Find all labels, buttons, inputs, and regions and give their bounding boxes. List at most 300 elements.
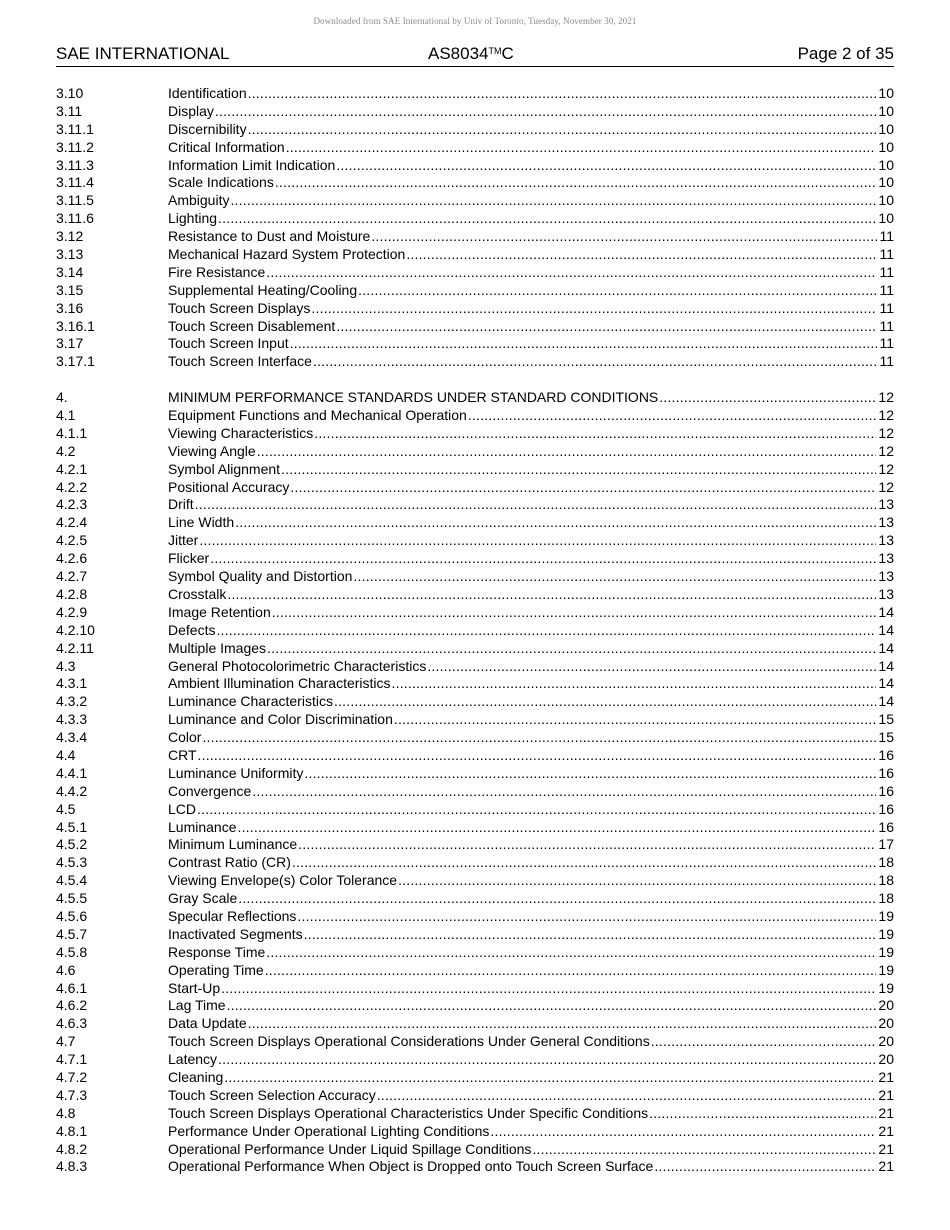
dot-leader xyxy=(227,586,876,604)
toc-section-title: Operating Time xyxy=(168,961,264,978)
dot-leader xyxy=(286,139,877,157)
toc-section-title: Ambiguity xyxy=(168,192,230,209)
toc-section-number: 4.2 xyxy=(56,442,76,459)
toc-entry[interactable] xyxy=(56,1069,894,1087)
dot-leader xyxy=(248,85,877,103)
toc-section-number: 4.5.7 xyxy=(56,925,88,942)
toc-page-number: 11 xyxy=(879,317,894,334)
toc-entry-line xyxy=(168,980,894,998)
toc-page-number: 13 xyxy=(878,496,894,513)
toc-page-number: 15 xyxy=(878,711,894,728)
toc-entry-line xyxy=(168,819,894,837)
toc-section-title: Specular Reflections xyxy=(168,907,297,924)
dot-leader xyxy=(649,1105,876,1123)
toc-section-title: Scale Indications xyxy=(168,174,274,191)
toc-section-title: Fire Resistance xyxy=(168,263,266,280)
toc-page-number: 14 xyxy=(878,693,894,710)
toc-entry-line xyxy=(168,103,894,121)
toc-entry[interactable] xyxy=(56,103,894,121)
toc-entry[interactable] xyxy=(56,1015,894,1033)
toc-entry[interactable] xyxy=(56,121,894,139)
toc-page-number: 20 xyxy=(878,997,894,1014)
toc-page-number: 11 xyxy=(879,228,894,245)
toc-section-title: Cleaning xyxy=(168,1068,224,1085)
toc-entry[interactable] xyxy=(56,640,894,658)
toc-entry[interactable] xyxy=(56,532,894,550)
toc-section-number: 4.3.1 xyxy=(56,675,88,692)
dot-leader xyxy=(275,174,877,192)
dot-leader xyxy=(218,1051,876,1069)
dot-leader xyxy=(266,264,877,282)
dot-leader xyxy=(406,246,877,264)
toc-entry[interactable] xyxy=(56,586,894,604)
dot-leader xyxy=(235,514,876,532)
toc-entry[interactable] xyxy=(56,622,894,640)
dot-leader xyxy=(358,282,877,300)
toc-page-number: 12 xyxy=(878,460,894,477)
dot-leader xyxy=(468,407,877,425)
dot-leader xyxy=(224,1069,876,1087)
toc-page-number: 11 xyxy=(879,246,894,263)
toc-entry[interactable] xyxy=(56,568,894,586)
toc-entry-line xyxy=(168,604,894,622)
toc-entry[interactable] xyxy=(56,264,894,282)
toc-page-number: 10 xyxy=(878,85,894,101)
toc-page-number: 21 xyxy=(878,1140,894,1157)
toc-section-title: Image Retention xyxy=(168,603,271,620)
toc-entry-line xyxy=(168,783,894,801)
toc-entry[interactable] xyxy=(56,192,894,210)
toc-entry-line xyxy=(168,174,894,192)
toc-entry[interactable] xyxy=(56,210,894,228)
toc-section-number: 4.2.2 xyxy=(56,478,88,495)
dot-leader xyxy=(377,1087,877,1105)
publisher-name: SAE INTERNATIONAL xyxy=(56,44,230,63)
toc-page-number: 12 xyxy=(878,478,894,495)
toc-entry-line xyxy=(168,85,894,103)
toc-section-number: 4.3.2 xyxy=(56,693,88,710)
toc-entry[interactable] xyxy=(56,139,894,157)
toc-entry-line xyxy=(168,443,894,461)
toc-page-number: 16 xyxy=(878,746,894,763)
toc-section-title: CRT xyxy=(168,746,197,763)
toc-section-number: 3.17 xyxy=(56,335,84,352)
toc-section-title: Luminance xyxy=(168,818,237,835)
toc-section-number: 3.16.1 xyxy=(56,317,95,334)
dot-leader xyxy=(218,210,876,228)
toc-page-number: 10 xyxy=(878,156,894,173)
dot-leader xyxy=(221,980,876,998)
toc-entry-line xyxy=(168,389,894,407)
toc-entry-line xyxy=(168,658,894,676)
toc-section-number: 4. xyxy=(56,389,68,406)
dot-leader xyxy=(281,461,876,479)
toc-entry[interactable] xyxy=(56,318,894,336)
toc-entry-line xyxy=(168,1051,894,1069)
toc-section-title: Luminance and Color Discrimination xyxy=(168,711,393,728)
dot-leader xyxy=(210,550,876,568)
dot-leader xyxy=(248,1015,877,1033)
toc-entry[interactable] xyxy=(56,1105,894,1123)
toc-entry-line xyxy=(168,228,894,246)
toc-section-number: 3.16 xyxy=(56,299,84,316)
toc-page-number: 21 xyxy=(878,1122,894,1139)
toc-section-title: Crosstalk xyxy=(168,585,227,602)
toc-section-number: 4.5.4 xyxy=(56,872,88,889)
toc-section-title: Touch Screen Displays Operational Characteristics Under Specific Conditions xyxy=(168,1104,649,1121)
toc-entry[interactable] xyxy=(56,1123,894,1141)
toc-entry[interactable] xyxy=(56,693,894,711)
dot-leader xyxy=(353,568,876,586)
toc-entry-line xyxy=(168,854,894,872)
toc-page-number: 16 xyxy=(878,818,894,835)
toc-entry[interactable] xyxy=(56,246,894,264)
toc-section-title: Touch Screen Interface xyxy=(168,353,312,370)
toc-entry-line xyxy=(168,550,894,568)
toc-section-number: 3.11.6 xyxy=(56,210,94,227)
toc-entry-line xyxy=(168,1033,894,1051)
toc-section-number: 3.15 xyxy=(56,281,84,298)
toc-entry[interactable] xyxy=(56,353,894,371)
toc-page-number: 11 xyxy=(879,335,894,352)
toc-entry[interactable] xyxy=(56,765,894,783)
toc-section-number: 3.11.5 xyxy=(56,192,94,209)
toc-entry-line xyxy=(168,926,894,944)
toc-entry[interactable] xyxy=(56,479,894,497)
table-of-contents xyxy=(56,85,894,1176)
toc-section-title: General Photocolorimetric Characteristics xyxy=(168,657,427,674)
dot-leader xyxy=(311,300,877,318)
toc-entry[interactable] xyxy=(56,85,894,103)
toc-entry-line xyxy=(168,1123,894,1141)
toc-section-number: 3.11.1 xyxy=(56,120,94,137)
dot-leader xyxy=(654,1158,876,1176)
dot-leader xyxy=(216,622,876,640)
toc-entry-line xyxy=(168,264,894,282)
toc-entry[interactable] xyxy=(56,658,894,676)
dot-leader xyxy=(197,801,876,819)
toc-entry-line xyxy=(168,711,894,729)
toc-entry[interactable] xyxy=(56,819,894,837)
toc-entry[interactable] xyxy=(56,747,894,765)
toc-section-title: Touch Screen Disablement xyxy=(168,317,336,334)
toc-section-number: 4.5.8 xyxy=(56,943,88,960)
toc-entry-line xyxy=(168,461,894,479)
toc-entry[interactable] xyxy=(56,443,894,461)
toc-entry[interactable] xyxy=(56,174,894,192)
dot-leader xyxy=(292,854,877,872)
toc-entry-line xyxy=(168,962,894,980)
toc-section-title: Equipment Functions and Mechanical Operation xyxy=(168,407,467,424)
toc-section-title: Symbol Quality and Distortion xyxy=(168,568,353,585)
dot-leader xyxy=(336,318,877,336)
toc-section-number: 4.8.2 xyxy=(56,1140,88,1157)
toc-section-title: Gray Scale xyxy=(168,890,238,907)
toc-section-number: 4.8.3 xyxy=(56,1158,88,1175)
toc-section-title: Positional Accuracy xyxy=(168,478,290,495)
toc-section-title: Drift xyxy=(168,496,194,513)
toc-page-number: 12 xyxy=(878,407,894,424)
dot-leader xyxy=(290,479,876,497)
toc-section-number: 4.5.5 xyxy=(56,890,88,907)
toc-entry[interactable] xyxy=(56,997,894,1015)
toc-page-number: 21 xyxy=(878,1158,894,1175)
toc-entry-line xyxy=(168,318,894,336)
dot-leader xyxy=(238,890,876,908)
toc-entry[interactable] xyxy=(56,604,894,622)
toc-section-title: Touch Screen Displays Operational Considerations Under General Conditions xyxy=(168,1033,650,1050)
toc-entry-line xyxy=(168,675,894,693)
dot-leader xyxy=(313,353,877,371)
toc-entry-line xyxy=(168,1141,894,1159)
toc-section-title: Defects xyxy=(168,621,216,638)
toc-entry[interactable] xyxy=(56,836,894,854)
toc-section-title: Lighting xyxy=(168,210,218,227)
toc-section-title: Touch Screen Selection Accuracy xyxy=(168,1086,376,1103)
toc-entry[interactable] xyxy=(56,980,894,998)
toc-page-number: 21 xyxy=(878,1086,894,1103)
toc-page-number: 19 xyxy=(878,979,894,996)
toc-section-title: Data Update xyxy=(168,1015,247,1032)
toc-section-title: MINIMUM PERFORMANCE STANDARDS UNDER STANDARD CONDITIONS xyxy=(168,389,659,406)
toc-entry[interactable] xyxy=(56,335,894,353)
toc-section-title: Flicker xyxy=(168,550,210,567)
toc-section-number: 4.5.1 xyxy=(56,818,88,835)
toc-entry-line xyxy=(168,246,894,264)
document-revision: C xyxy=(501,44,514,63)
toc-entry[interactable] xyxy=(56,282,894,300)
toc-page-number: 10 xyxy=(878,174,894,191)
toc-section-title: Inactivated Segments xyxy=(168,925,303,942)
toc-page-number: 13 xyxy=(878,532,894,549)
dot-leader xyxy=(304,926,877,944)
toc-entry[interactable] xyxy=(56,407,894,425)
toc-page-number: 20 xyxy=(878,1015,894,1032)
toc-section-title: Discernibility xyxy=(168,120,247,137)
toc-entry-line xyxy=(168,1069,894,1087)
toc-entry[interactable] xyxy=(56,461,894,479)
toc-page-number: 19 xyxy=(878,961,894,978)
toc-entry-line xyxy=(168,407,894,425)
toc-section-title: Symbol Alignment xyxy=(168,460,281,477)
toc-section-number: 4.7.2 xyxy=(56,1068,88,1085)
toc-entry[interactable] xyxy=(56,550,894,568)
toc-section-number: 3.12 xyxy=(56,228,84,245)
dot-leader xyxy=(230,192,876,210)
toc-entry[interactable] xyxy=(56,157,894,175)
toc-entry[interactable] xyxy=(56,711,894,729)
toc-entry-line xyxy=(168,1015,894,1033)
toc-section-number: 4.2.1 xyxy=(56,460,88,477)
toc-entry[interactable] xyxy=(56,783,894,801)
dot-leader xyxy=(392,675,877,693)
toc-entry[interactable] xyxy=(56,496,894,514)
toc-entry-line xyxy=(168,729,894,747)
toc-section-number: 3.11.4 xyxy=(56,174,94,191)
toc-entry[interactable] xyxy=(56,890,894,908)
toc-page-number: 14 xyxy=(878,639,894,656)
toc-entry[interactable] xyxy=(56,1158,894,1176)
toc-entry[interactable] xyxy=(56,872,894,890)
toc-entry-line xyxy=(168,157,894,175)
toc-page-number: 11 xyxy=(879,281,894,298)
dot-leader xyxy=(195,496,877,514)
toc-section-number: 3.11.2 xyxy=(56,138,94,155)
toc-entry-line xyxy=(168,335,894,353)
toc-section-number: 4.7 xyxy=(56,1033,76,1050)
toc-entry-line xyxy=(168,640,894,658)
dot-leader xyxy=(227,997,877,1015)
dot-leader xyxy=(336,157,876,175)
toc-section-title: Identification xyxy=(168,85,247,101)
dot-leader xyxy=(215,103,877,121)
toc-section-number: 4.5.3 xyxy=(56,854,88,871)
dot-leader xyxy=(394,711,877,729)
toc-section-number: 4.8 xyxy=(56,1104,76,1121)
toc-page-number: 13 xyxy=(878,585,894,602)
toc-section-title: Resistance to Dust and Moisture xyxy=(168,228,371,245)
toc-entry[interactable] xyxy=(56,389,894,407)
toc-entry-line xyxy=(168,1087,894,1105)
dot-leader xyxy=(265,962,877,980)
toc-page-number: 11 xyxy=(879,299,894,316)
toc-section-number: 3.11.3 xyxy=(56,156,94,173)
toc-entry-line xyxy=(168,836,894,854)
toc-entry-line xyxy=(168,210,894,228)
dot-leader xyxy=(199,532,876,550)
toc-entry-line xyxy=(168,121,894,139)
toc-page-number: 18 xyxy=(878,872,894,889)
toc-page-number: 16 xyxy=(878,800,894,817)
dot-leader xyxy=(238,819,877,837)
toc-page-number: 20 xyxy=(878,1033,894,1050)
toc-section-number: 4.6 xyxy=(56,961,76,978)
toc-entry-line xyxy=(168,300,894,318)
toc-section-title: Convergence xyxy=(168,782,252,799)
toc-page-number: 10 xyxy=(878,138,894,155)
toc-section-number: 4.2.3 xyxy=(56,496,88,513)
dot-leader xyxy=(198,747,877,765)
toc-entry[interactable] xyxy=(56,1141,894,1159)
toc-entry-line xyxy=(168,801,894,819)
toc-section-title: Critical Information xyxy=(168,138,285,155)
dot-leader xyxy=(257,443,877,461)
toc-entry[interactable] xyxy=(56,944,894,962)
toc-entry[interactable] xyxy=(56,1051,894,1069)
toc-section-number: 3.13 xyxy=(56,246,84,263)
toc-entry[interactable] xyxy=(56,1087,894,1105)
toc-entry-line xyxy=(168,568,894,586)
toc-section-title: Line Width xyxy=(168,514,235,531)
toc-entry-line xyxy=(168,353,894,371)
toc-page-number: 20 xyxy=(878,1051,894,1068)
dot-leader xyxy=(267,640,876,658)
dot-leader xyxy=(659,389,876,407)
toc-section-number: 4.1 xyxy=(56,407,76,424)
toc-section-number: 3.14 xyxy=(56,263,84,280)
toc-section-title: Luminance Characteristics xyxy=(168,693,333,710)
toc-section-number: 4.2.11 xyxy=(56,639,94,656)
toc-entry[interactable] xyxy=(56,675,894,693)
toc-section-title: Supplemental Heating/Cooling xyxy=(168,281,358,298)
toc-section-title: Ambient Illumination Characteristics xyxy=(168,675,391,692)
toc-section-number: 4.5 xyxy=(56,800,76,817)
toc-section-title: Touch Screen Input xyxy=(168,335,289,352)
toc-entry[interactable] xyxy=(56,926,894,944)
toc-page-number: 14 xyxy=(878,621,894,638)
toc-entry[interactable] xyxy=(56,425,894,443)
dot-leader xyxy=(427,658,876,676)
toc-page-number: 19 xyxy=(878,925,894,942)
toc-entry[interactable] xyxy=(56,300,894,318)
toc-section-number: 4.6.1 xyxy=(56,979,88,996)
toc-entry-line xyxy=(168,765,894,783)
toc-page-number: 10 xyxy=(878,192,894,209)
toc-section-title: Information Limit Indication xyxy=(168,156,336,173)
toc-section-title: Color xyxy=(168,729,202,746)
toc-entry-line xyxy=(168,908,894,926)
toc-entry[interactable] xyxy=(56,854,894,872)
toc-section-number: 4.2.7 xyxy=(56,568,88,585)
toc-entry[interactable] xyxy=(56,729,894,747)
toc-entry-line xyxy=(168,479,894,497)
toc-page-number: 13 xyxy=(878,568,894,585)
toc-page-number: 18 xyxy=(878,854,894,871)
toc-section-title: Contrast Ratio (CR) xyxy=(168,854,291,871)
toc-section-number: 3.11 xyxy=(56,102,83,119)
toc-section-title: Latency xyxy=(168,1051,218,1068)
toc-entry[interactable] xyxy=(56,228,894,246)
toc-page-number: 12 xyxy=(878,424,894,441)
toc-entry[interactable] xyxy=(56,514,894,532)
toc-page-number: 12 xyxy=(878,442,894,459)
toc-entry-line xyxy=(168,693,894,711)
toc-section-title: Mechanical Hazard System Protection xyxy=(168,246,406,263)
toc-entry[interactable] xyxy=(56,962,894,980)
toc-section-title: LCD xyxy=(168,800,197,817)
toc-section-number: 4.2.4 xyxy=(56,514,88,531)
toc-section-number: 4.8.1 xyxy=(56,1122,88,1139)
toc-entry[interactable] xyxy=(56,1033,894,1051)
toc-section-number: 4.2.6 xyxy=(56,550,88,567)
toc-entry-line xyxy=(168,1105,894,1123)
toc-page-number: 10 xyxy=(878,210,894,227)
toc-section-number: 4.7.1 xyxy=(56,1051,88,1068)
toc-page-number: 19 xyxy=(878,907,894,924)
toc-section-number: 4.3.4 xyxy=(56,729,88,746)
toc-section-number: 4.6.3 xyxy=(56,1015,88,1032)
dot-leader xyxy=(490,1123,876,1141)
dot-leader xyxy=(252,783,876,801)
toc-section-number: 4.4.1 xyxy=(56,764,88,781)
toc-page-number: 18 xyxy=(878,890,894,907)
toc-section-number: 4.4.2 xyxy=(56,782,88,799)
toc-section-number: 3.17.1 xyxy=(56,353,95,370)
toc-section-number: 4.1.1 xyxy=(56,424,88,441)
toc-entry-line xyxy=(168,747,894,765)
dot-leader xyxy=(266,944,876,962)
toc-entry-line xyxy=(168,425,894,443)
toc-page-number: 13 xyxy=(878,514,894,531)
toc-entry-line xyxy=(168,622,894,640)
toc-entry-line xyxy=(168,139,894,157)
toc-entry-line xyxy=(168,890,894,908)
page-header xyxy=(56,44,894,67)
toc-page-number: 17 xyxy=(878,836,894,853)
toc-page-number: 14 xyxy=(878,603,894,620)
toc-entry[interactable] xyxy=(56,908,894,926)
toc-entry[interactable] xyxy=(56,801,894,819)
